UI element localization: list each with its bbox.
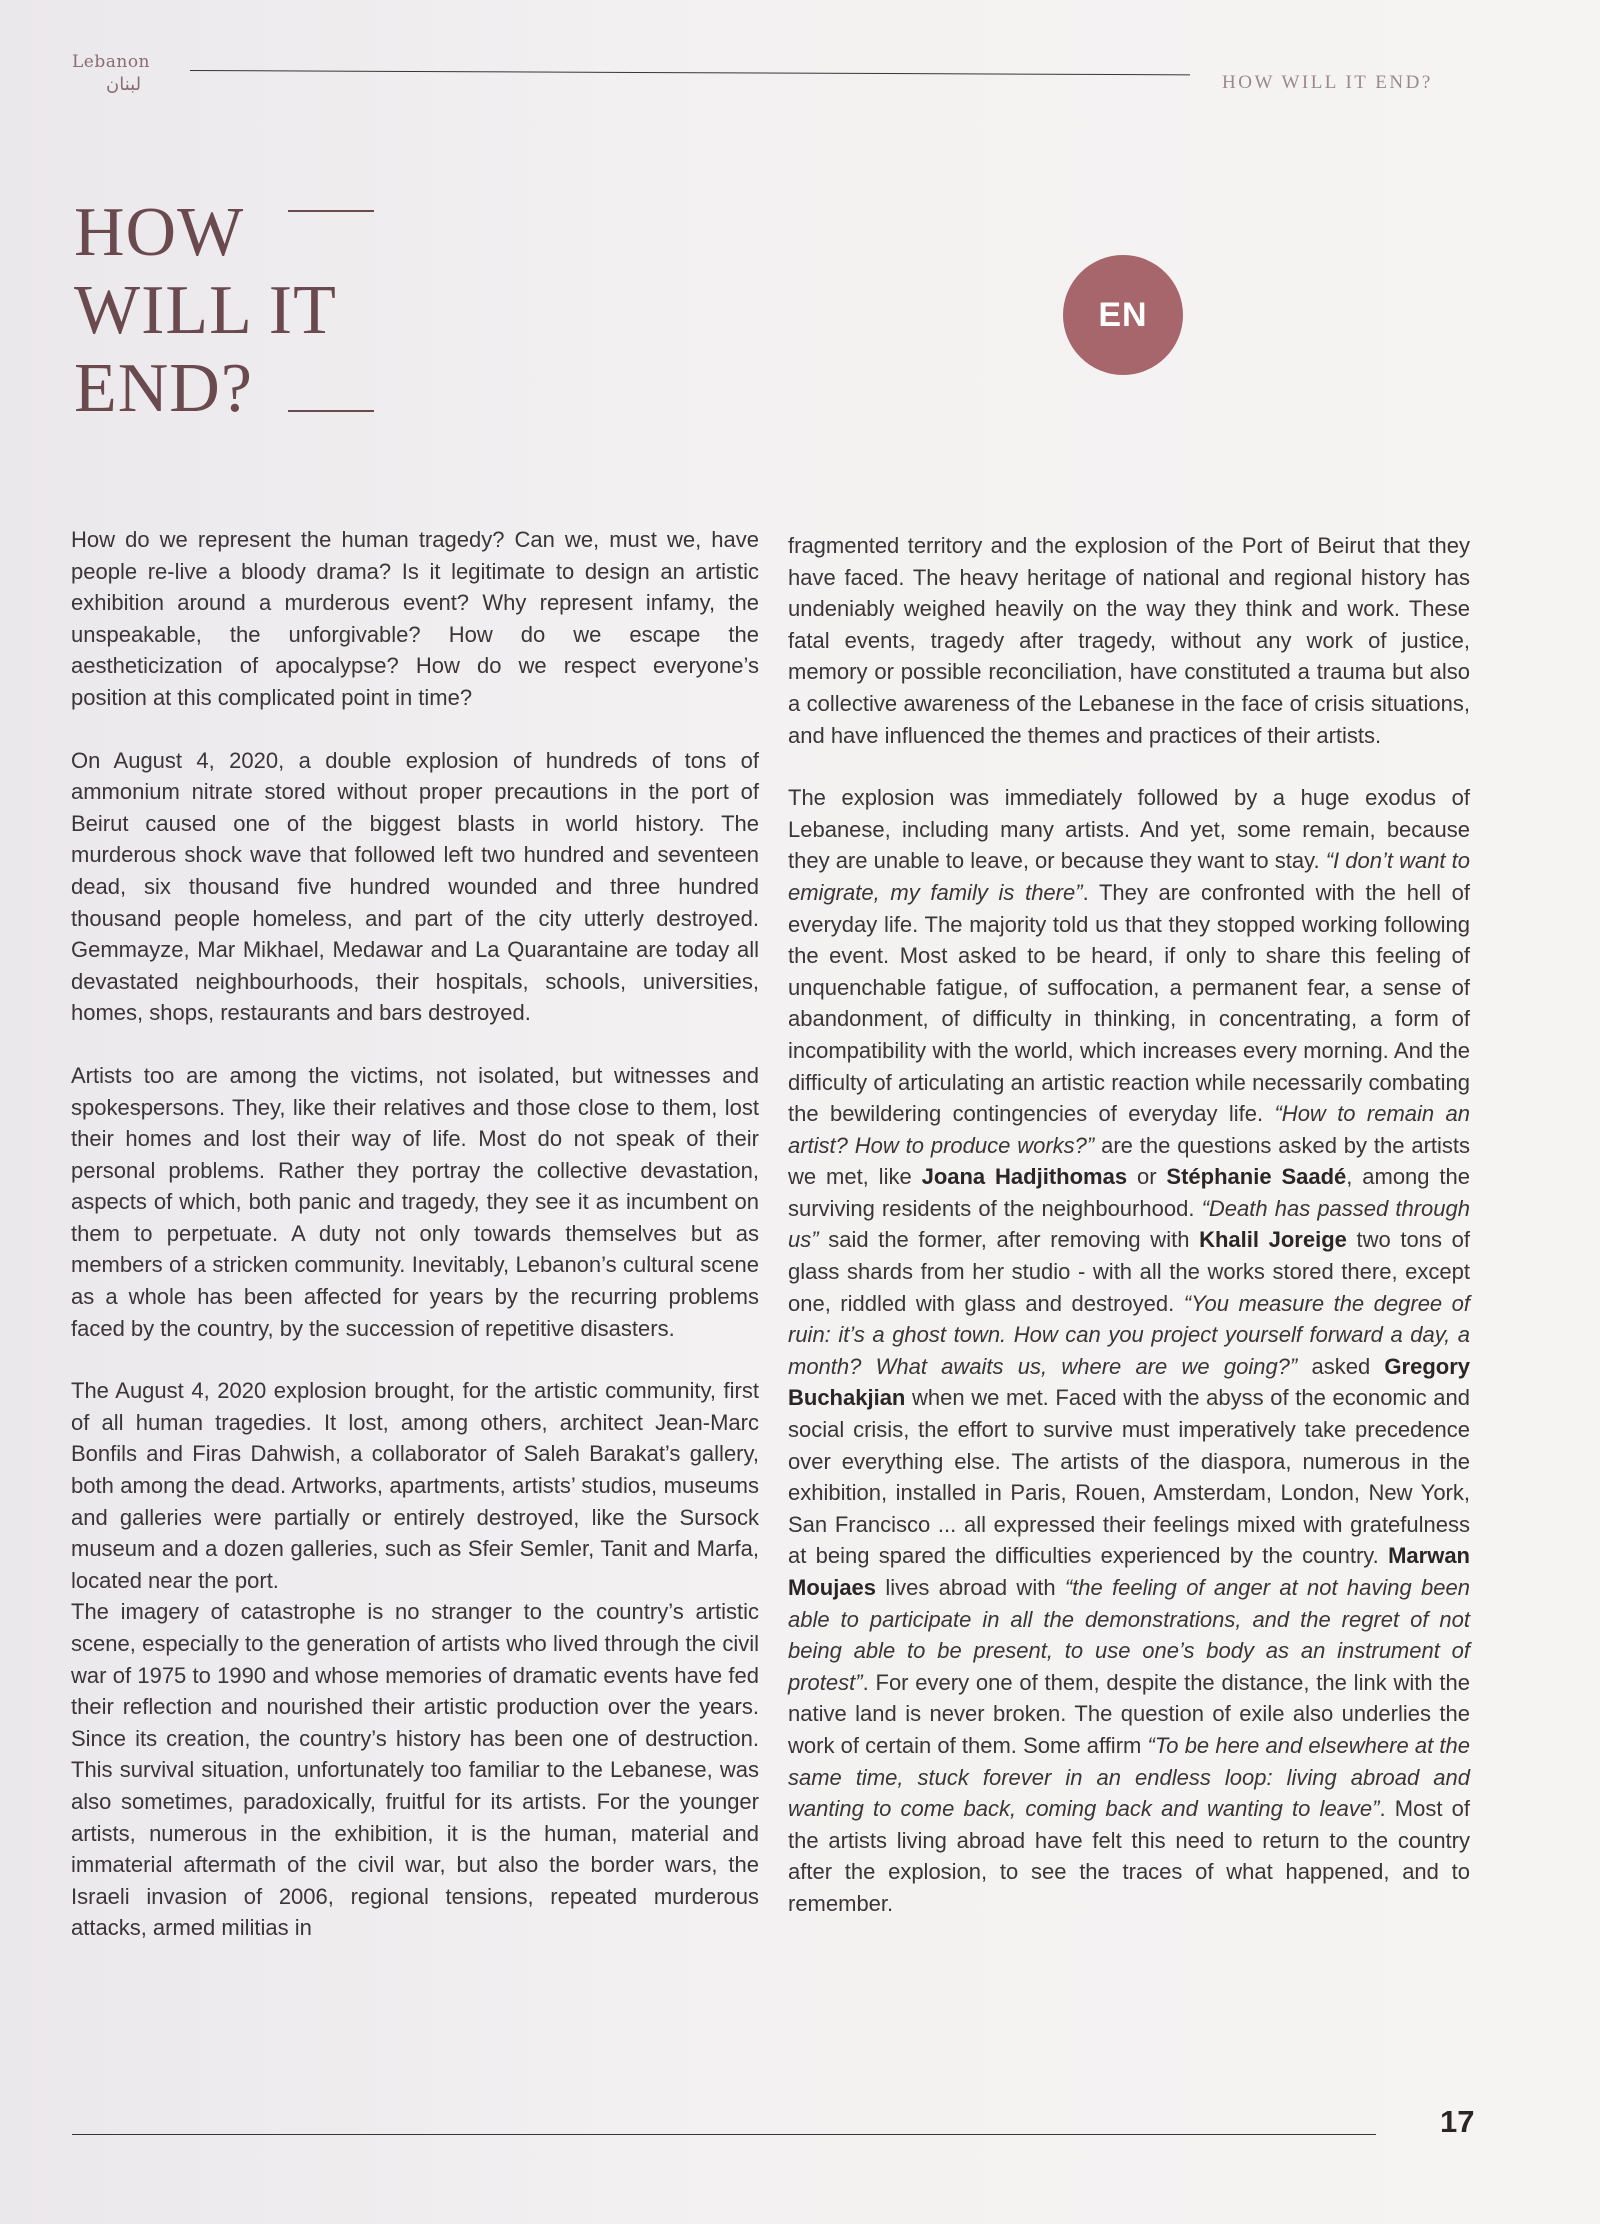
right-column: [788, 530, 1470, 1920]
article-title: [74, 194, 414, 428]
lebanon-logo: [72, 52, 162, 96]
text-run: , among the surviving residents of the neighbourhood.: [788, 1164, 1470, 1221]
paragraph: The August 4, 2020 explosion brought, for the artistic community, first of all human tragedies. It lost, among others, architect Jean-Marc Bonfils and Firas Dahwish, a collaborator of Saleh Barakat’s gallery, both among the dead. Artworks, apartments, artists’ studios, museums and galleries were partially or entirely destroyed, like the Sursock museum and a dozen galleries, such as Sfeir Semler, Tanit and Marfa, located near the port.: [71, 1378, 759, 1593]
artist-name: Marwan Moujaes: [788, 1543, 1470, 1600]
text-run: said the former, after removing with: [818, 1227, 1200, 1253]
page-number: 17: [1440, 2104, 1475, 2139]
quote: “You measure the degree of ruin: it’s a ghost town. How can you project yourself forward a day, a month? What awaits us, where are we going?”: [788, 1290, 1471, 1379]
text-run: two tons of glass shards from her studio - with all the works stored there, except one, riddled with glass and destroyed.: [788, 1227, 1470, 1316]
text-run: are the questions asked by the artists we met, like: [788, 1132, 1471, 1190]
text-run: when we met. Faced with the abyss of the economic and social crisis, the effort to survive must imperatively take precedence over everything else. The artists of the diaspora, numerous in the exhibition, installed in Paris, Rouen, Amsterdam, London, New York, San Francisco ... all expressed their feelings mixed with gratefulness at being spared the difficulties experienced by the country.: [788, 1385, 1470, 1569]
logo-arabic-text: لبنان: [106, 74, 142, 95]
text-run: . For every one of them, despite the distance, the link with the native land is never broken. The question of exile also underlies the work of certain of them. Some affirm: [788, 1669, 1470, 1758]
text-run: The explosion was immediately followed by a huge exodus of Lebanese, including many artists. And yet, some remain, because they are unable to leave, or because they want to stay.: [788, 785, 1470, 874]
text-run: or: [1127, 1164, 1167, 1190]
paragraph-with-quotes: [788, 782, 1470, 1919]
artist-name: Gregory Buchakjian: [788, 1353, 1471, 1411]
text-run: lives abroad with: [876, 1575, 1065, 1600]
text-run: . They are confronted with the hell of everyday life. The majority told us that they stopped working following the event. Most asked to be heard, if only to share this feeling of unquenchable fatigue, of suffocation, a permanent fear, a sense of abandonment, of difficulty in thinking, in concentrating, a form of incompatibility with the world, which increases every morning. And the difficulty of articulating an artistic reaction while necessarily combating the bewildering contingencies of everyday life.: [788, 879, 1470, 1127]
artist-name: Khalil Joreige: [1199, 1227, 1347, 1253]
paragraph: How do we represent the human tragedy? Can we, must we, have people re-live a bloody drama? Is it legitimate to design an artistic exhibition around a murderous event? Why represent infamy, the unspeakable, the unforgivable? How do we escape the aestheticization of apocalypse? How do we respect everyone’s position at this complicated point in time?: [71, 527, 759, 710]
title-rule-top: [288, 210, 374, 212]
paragraph: fragmented territory and the explosion of the Port of Beirut that they have faced. The heavy heritage of national and regional history has undeniably weighed heavily on the way they think and work. These fatal events, tragedy after tragedy, without any work of justice, memory or possible reconciliation, have constituted a trauma but also a collective awareness of the Lebanese in the face of crisis situations, and have influenced the themes and practices of their artists.: [788, 533, 1470, 748]
text-run: . Most of the artists living abroad have felt this need to return to the country after the explosion, to see the traces of what happened, and to remember.: [788, 1796, 1471, 1916]
logo-latin-text: Lebanon: [72, 52, 150, 72]
quote: “How to remain an artist? How to produce works?”: [788, 1101, 1470, 1158]
title-line-2: WILL IT: [74, 272, 337, 349]
footer-rule: [72, 2134, 1376, 2135]
left-column: [71, 524, 759, 1944]
title-line-1: HOW: [74, 194, 245, 271]
title-rule-bottom: [288, 410, 374, 412]
language-badge: EN: [1063, 255, 1183, 375]
artist-name: Stéphanie Saadé: [1166, 1164, 1347, 1190]
running-head: HOW WILL IT END?: [1222, 72, 1433, 93]
quote: “I don’t want to emigrate, my family is there”: [788, 848, 1471, 905]
paragraph: On August 4, 2020, a double explosion of hundreds of tons of ammonium nitrate stored without proper precautions in the port of Beirut caused one of the biggest blasts in world history. The murderous shock wave that followed left two hundred and seventeen dead, six thousand five hundred wounded and three hundred thousand people homeless, and part of the city utterly destroyed. Gemmayze, Mar Mikhael, Medawar and La Quarantaine are today all devastated neighbourhoods, their hospitals, schools, universities, homes, shops, restaurants and bars destroyed.: [71, 747, 759, 1026]
title-line-3: END?: [74, 350, 253, 427]
paragraph: Artists too are among the victims, not isolated, but witnesses and spokespersons. They, like their relatives and those close to them, lost their homes and lost their way of life. Most do not speak of their personal problems. Rather they portray the collective devastation, aspects of which, both panic and tragedy, they see it as incumbent on them to perpetuate. A duty not only towards themselves but as members of a stricken community. Inevitably, Lebanon’s cultural scene as a whole has been affected for years by the recurring problems faced by the country, by the succession of repetitive disasters.: [71, 1062, 759, 1341]
quote: “Death has passed through us”: [788, 1195, 1470, 1253]
text-run: asked: [1297, 1353, 1385, 1379]
header-rule: [190, 70, 1190, 75]
paragraph: The imagery of catastrophe is no stranger to the country’s artistic scene, especially to the generation of artists who lived through the civil war of 1975 to 1990 and whose memories of dramatic events have fed their reflection and nourished their artistic production over the years. Since its creation, the country’s history has been one of destruction. This survival situation, unfortunately too familiar to the Lebanese, was also sometimes, paradoxically, fruitful for its artists. For the younger artists, numerous in the exhibition, it is the human, material and immaterial aftermath of the civil war, but also the border wars, the Israeli invasion of 2006, regional tensions, repeated murderous attacks, armed militias in: [71, 1599, 759, 1941]
quote: “To be here and elsewhere at the same time, stuck forever in an endless loop: living abroad and wanting to come back, coming back and wanting to leave”: [788, 1732, 1471, 1822]
quote: “the feeling of anger at not having been able to participate in all the demonstrations, and the regret of not being able to be present, to use one’s body as an instrument of protest”: [788, 1575, 1470, 1695]
artist-name: Joana Hadjithomas: [921, 1164, 1128, 1190]
